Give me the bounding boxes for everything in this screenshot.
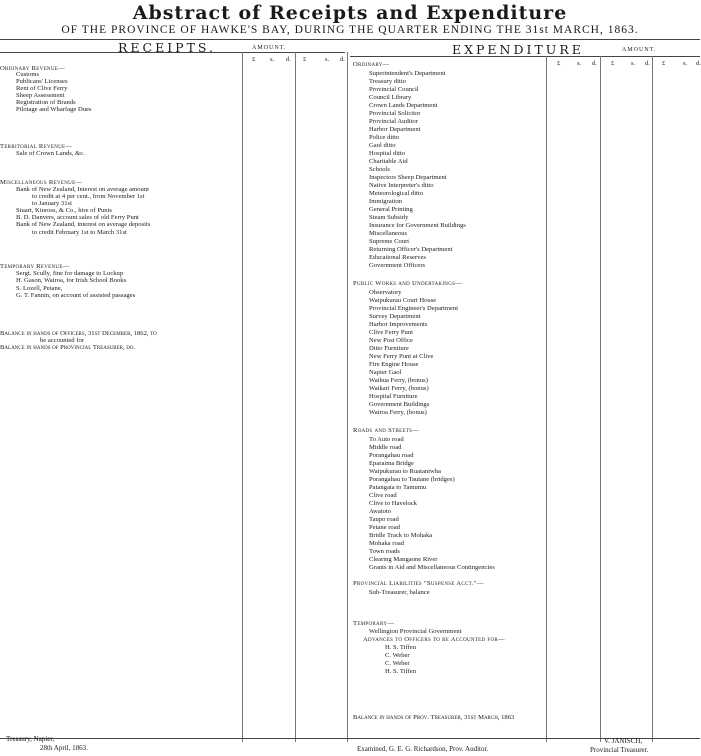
- expenditure-lsd-heading: d.: [696, 60, 701, 67]
- expenditure-row-label: Native Interpreter's ditto: [369, 182, 434, 189]
- expenditure-lsd-heading: d.: [592, 60, 597, 67]
- expenditure-row-label: Taupo road: [369, 516, 399, 523]
- receipts-lsd-heading: £: [252, 56, 256, 63]
- expenditure-row-label: Survey Department: [369, 313, 421, 320]
- expenditure-row-label: Ordinary—: [353, 61, 390, 68]
- receipts-row-label: Miscellaneous Revenue—: [0, 179, 83, 186]
- expenditure-row-label: Petane road: [369, 524, 400, 531]
- expenditure-row-label: H. S. Tiffen: [385, 668, 417, 675]
- expenditure-row-label: Provincial Engineer's Department: [369, 305, 459, 312]
- document-subtitle: OF THE PROVINCE OF HAWKE'S BAY, DURING THE QUARTER ENDING THE 31st MARCH, 1863.: [61, 24, 639, 36]
- expenditure-row-label: Clive Ferry Punt: [369, 329, 413, 336]
- receipts-row-label: Pilotage and Wharfage Dues: [16, 106, 92, 113]
- expenditure-row-label: Harbor Improvements: [369, 321, 428, 328]
- expenditure-row-label: Waipukurau to Ruataniwha: [369, 468, 441, 475]
- expenditure-head-rule: [350, 56, 700, 57]
- expenditure-row-label: Government Officers: [369, 262, 426, 269]
- expenditure-row-label: Police ditto: [369, 134, 400, 141]
- expenditure-heading: EXPENDITURE: [452, 42, 584, 57]
- expenditure-row-label: Government Buildings: [369, 401, 430, 408]
- receipts-row-label: Ordinary Revenue—: [0, 65, 65, 72]
- expenditure-lsd-heading: £: [611, 60, 615, 67]
- footer-examined: Examined, G. E. G. Richardson, Prov. Auditor.: [357, 745, 489, 753]
- expenditure-row-label: Clive to Havelock: [369, 500, 417, 507]
- footer-place: Treasury, Napier,: [6, 735, 55, 743]
- receipts-row-label: Sergt. Scully, fine for damage to Lockup: [16, 270, 124, 277]
- receipts-row-label: Stuart, Kinross, & Co., hire of Punts: [16, 207, 112, 214]
- expenditure-row-label: Meteorological ditto: [369, 190, 424, 197]
- expenditure-row-label: Inspectors Sheep Department: [369, 174, 447, 181]
- receipts-col-rule: [242, 52, 243, 742]
- expenditure-row-label: Hospital ditto: [369, 150, 406, 157]
- receipts-row-label: Publicans' Licenses: [16, 78, 68, 85]
- receipts-row-label: H. Gason, Wairoa, for Irish School Books: [16, 277, 127, 284]
- receipts-row-label: be accounted for: [40, 337, 84, 344]
- expenditure-col-rule: [652, 56, 653, 742]
- expenditure-row-label: Insurance for Government Buildings: [369, 222, 466, 229]
- receipts-row-label: Customs: [16, 71, 40, 78]
- expenditure-row-label: Temporary—: [353, 620, 395, 627]
- expenditure-row-label: Treasury ditto: [369, 78, 406, 85]
- expenditure-row-label: Gaol ditto: [369, 142, 396, 149]
- receipts-row-label: Bank of New Zealand, Interest on average amount: [16, 186, 149, 193]
- expenditure-row-label: Provincial Council: [369, 86, 419, 93]
- expenditure-row-label: Schools: [369, 166, 390, 173]
- expenditure-row-label: Superintendent's Department: [369, 70, 446, 77]
- expenditure-col-rule: [600, 56, 601, 742]
- receipts-amount-label: AMOUNT.: [252, 45, 287, 51]
- top-rule: [0, 39, 700, 40]
- receipts-row-label: G. T. Fannin, on account of assisted passages: [16, 292, 136, 299]
- expenditure-row-label: Charitable Aid: [369, 158, 408, 165]
- expenditure-row-label: Provincial Solicitor: [369, 110, 421, 117]
- expenditure-row-label: Middle road: [369, 444, 402, 451]
- expenditure-row-label: Wairoa Ferry, (bonus): [369, 409, 427, 416]
- expenditure-row-label: Observatory: [369, 289, 402, 296]
- expenditure-row-label: New Post Office: [369, 337, 413, 344]
- receipts-row-label: Temporary Revenue—: [0, 263, 70, 270]
- bottom-rule: [0, 738, 700, 739]
- expenditure-row-label: Provincial Liabilities "Suspense Acct."—: [353, 580, 484, 587]
- expenditure-row-label: Hospital Furniture: [369, 393, 418, 400]
- receipts-row-label: B. D. Danvers, account sales of old Ferry Punt: [16, 214, 139, 221]
- receipts-row-label: Balance in hands of Officers, 31st December, 1862, to: [0, 330, 157, 337]
- expenditure-row-label: Returning Officer's Department: [369, 246, 453, 253]
- receipts-row-label: Sheep Assessment: [16, 92, 65, 99]
- expenditure-row-label: C. Weber: [385, 660, 410, 667]
- expenditure-row-label: To Auto road: [369, 436, 404, 443]
- expenditure-row-label: Public Works and Undertakings—: [353, 280, 463, 287]
- receipts-row-label: Sale of Crown Lands, &c.: [16, 150, 85, 157]
- expenditure-lsd-heading: £: [662, 60, 666, 67]
- receipts-row-label: to credit at 4 per cent., from November 1st: [32, 193, 145, 200]
- expenditure-row-label: Waipukurau Court House: [369, 297, 437, 304]
- receipts-lsd-heading: d.: [286, 56, 291, 63]
- expenditure-lsd-heading: d.: [645, 60, 650, 67]
- receipts-lsd-heading: s.: [270, 56, 275, 63]
- expenditure-row-label: Ditto Furniture: [369, 345, 409, 352]
- expenditure-row-label: Patangata to Tamumu: [369, 484, 427, 491]
- expenditure-row-label: H. S. Tiffen: [385, 644, 417, 651]
- expenditure-lsd-heading: s.: [683, 60, 688, 67]
- expenditure-row-label: Napier Gaol: [369, 369, 402, 376]
- expenditure-row-label: Awatoto: [369, 508, 392, 515]
- expenditure-row-label: C. Weber: [385, 652, 410, 659]
- expenditure-row-label: New Ferry Punt at Clive: [369, 353, 434, 360]
- expenditure-lsd-heading: £: [557, 60, 561, 67]
- expenditure-row-label: Advances to Officers to be Accounted for—: [363, 636, 505, 643]
- receipts-row-label: S. Lozell, Petane,: [16, 285, 63, 292]
- receipts-row-label: to credit February 1st to March 31st: [32, 229, 127, 236]
- document-title: Abstract of Receipts and Expenditure: [132, 2, 568, 24]
- expenditure-row-label: Clive road: [369, 492, 397, 499]
- expenditure-row-label: Provincial Auditor: [369, 118, 418, 125]
- expenditure-row-label: Sub-Treasurer, balance: [369, 589, 430, 596]
- expenditure-row-label: General Printing: [369, 206, 413, 213]
- expenditure-col-rule: [546, 56, 547, 742]
- expenditure-row-label: Mohaka road: [369, 540, 404, 547]
- expenditure-row-label: Waikari Ferry, (bonus): [369, 385, 429, 392]
- receipts-heading: RECEIPTS.: [118, 40, 217, 55]
- receipts-lsd-heading: s.: [325, 56, 330, 63]
- receipts-row-label: to January 31st: [32, 200, 72, 207]
- receipts-col-rule: [295, 52, 296, 742]
- center-rule: [347, 52, 348, 742]
- expenditure-row-label: Crown Lands Department: [369, 102, 438, 109]
- footer-signer-title: Provincial Treasurer.: [590, 746, 649, 754]
- receipts-row-label: Bank of New Zealand, interest on average deposits: [16, 221, 151, 228]
- expenditure-row-label: Harbor Department: [369, 126, 421, 133]
- expenditure-row-label: Balance in hands of Prov. Treasurer, 31st March, 1863: [353, 714, 515, 721]
- receipts-row-label: Territorial Revenue—: [0, 143, 73, 150]
- receipts-row-label: Balance in hands of Provincial Treasurer, do.: [0, 344, 136, 351]
- expenditure-row-label: Bridle Track to Mohaka: [369, 532, 433, 539]
- receipts-row-label: Registration of Brands: [16, 99, 76, 106]
- expenditure-row-label: Clearing Mangaone River: [369, 556, 438, 563]
- expenditure-lsd-heading: s.: [577, 60, 582, 67]
- expenditure-row-label: Wellington Provincial Government: [369, 628, 462, 635]
- expenditure-row-label: Steam Subsidy: [369, 214, 409, 221]
- receipts-lsd-heading: d.: [340, 56, 345, 63]
- expenditure-row-label: Educational Reserves: [369, 254, 426, 261]
- expenditure-row-label: Town roads: [369, 548, 400, 555]
- expenditure-row-label: Council Library: [369, 94, 412, 101]
- expenditure-row-label: Immigration: [369, 198, 402, 205]
- expenditure-row-label: Fire Engine House: [369, 361, 419, 368]
- expenditure-row-label: Roads and Streets—: [353, 427, 420, 434]
- expenditure-row-label: Eparaima Bridge: [369, 460, 414, 467]
- expenditure-row-label: Waihua Ferry, (bonus): [369, 377, 428, 384]
- expenditure-row-label: Grants in Aid and Miscellaneous Contingencies: [369, 564, 495, 571]
- expenditure-row-label: Porangahau road: [369, 452, 414, 459]
- footer-date: 28th April, 1863.: [40, 744, 88, 752]
- expenditure-lsd-heading: s.: [631, 60, 636, 67]
- expenditure-row-label: Porangahau to Tautane (bridges): [369, 476, 455, 483]
- receipts-lsd-heading: £: [303, 56, 307, 63]
- expenditure-row-label: Supreme Court: [369, 238, 410, 245]
- footer-signer: V. JANISCH,: [604, 737, 643, 745]
- receipts-row-label: Rent of Clive Ferry: [16, 85, 68, 92]
- expenditure-row-label: Miscellaneous: [369, 230, 408, 237]
- expenditure-amount-label: AMOUNT.: [622, 47, 657, 53]
- receipts-head-rule: [0, 52, 345, 53]
